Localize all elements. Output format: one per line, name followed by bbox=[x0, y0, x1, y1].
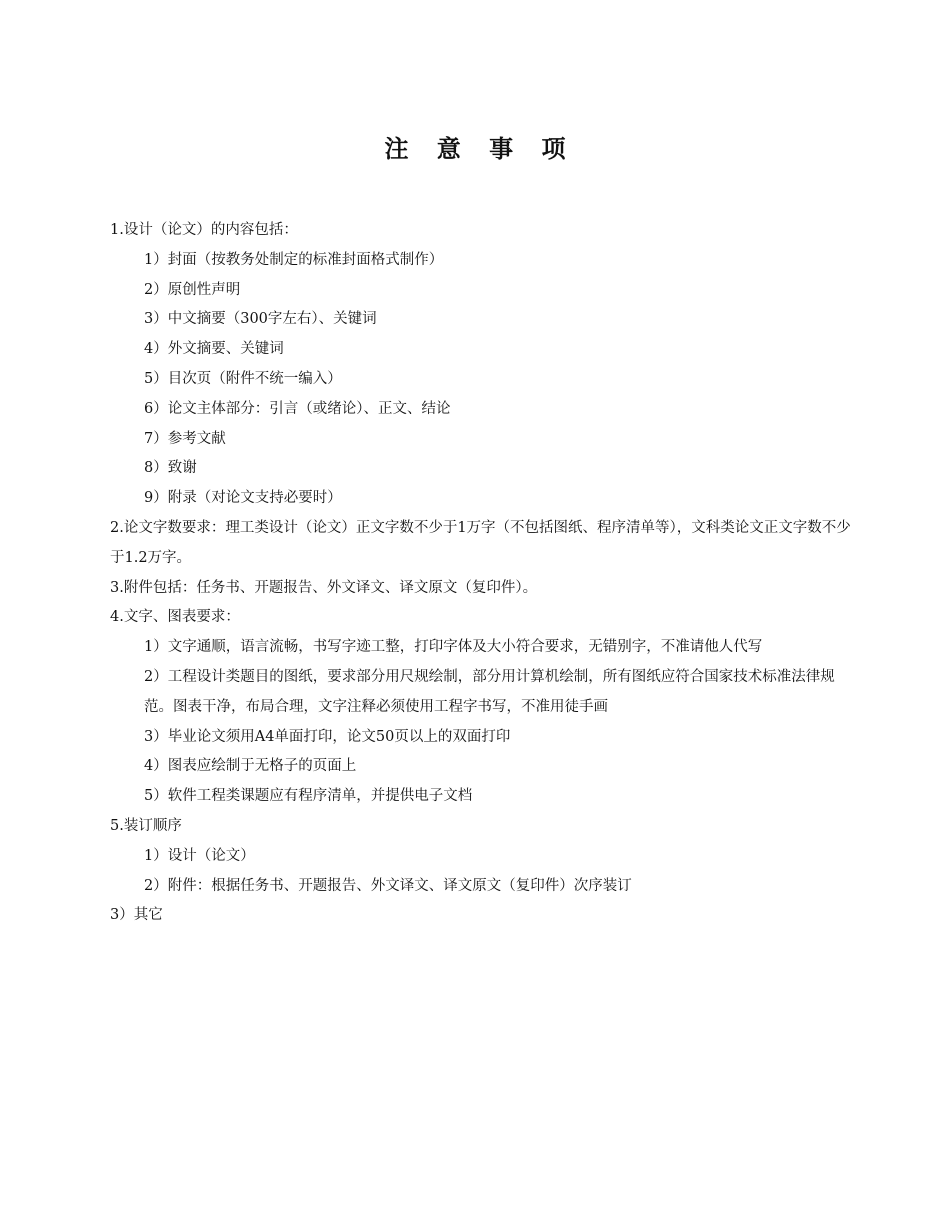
section-1-item-6: 6）论文主体部分：引言（或绪论）、正文、结论 bbox=[144, 400, 451, 417]
section-3-paragraph: 3.附件包括：任务书、开题报告、外文译文、译文原文（复印件）。 bbox=[110, 579, 538, 596]
section-1-item-2: 2）原创性声明 bbox=[144, 281, 241, 298]
section-4-heading: 4.文字、图表要求： bbox=[110, 609, 240, 626]
notice-body bbox=[110, 216, 856, 931]
section-1-item-9: 9）附录（对论文支持必要时） bbox=[144, 490, 342, 507]
section-2-paragraph: 2.论文字数要求：理工类设计（论文）正文字数不少于1万字（不包括图纸、程序清单等），文科类论文正文字数不少于1.2万字。 bbox=[110, 519, 851, 566]
section-1-item-3: 3）中文摘要（300字左右）、关键词 bbox=[144, 311, 377, 328]
section-4-item-5: 5）软件工程类课题应有程序清单，并提供电子文档 bbox=[144, 788, 473, 805]
section-4-item-4: 4）图表应绘制于无格子的页面上 bbox=[144, 758, 357, 775]
section-1-item-4: 4）外文摘要、关键词 bbox=[144, 341, 284, 358]
section-1-item-7: 7）参考文献 bbox=[144, 430, 226, 447]
section-4-item-2: 2）工程设计类题目的图纸，要求部分用尺规绘制，部分用计算机绘制，所有图纸应符合国家技术标准法律规范。图表干净，布局合理，文字注释必须使用工程字书写，不准用徒手画 bbox=[144, 668, 835, 715]
section-4-item-3: 3）毕业论文须用A4单面打印，论文50页以上的双面打印 bbox=[144, 728, 511, 745]
section-4-item-1: 1）文字通顺，语言流畅，书写字迹工整，打印字体及大小符合要求，无错别字，不准请他人代写 bbox=[144, 639, 763, 656]
section-1-item-5: 5）目次页（附件不统一编入） bbox=[144, 370, 342, 387]
section-5-item-3: 3）其它 bbox=[110, 907, 163, 924]
section-5-heading: 5.装订顺序 bbox=[110, 817, 182, 834]
section-5-item-2: 2）附件：根据任务书、开题报告、外文译文、译文原文（复印件）次序装订 bbox=[144, 877, 632, 894]
section-5-item-1: 1）设计（论文） bbox=[144, 847, 255, 864]
section-1-item-1: 1）封面（按教务处制定的标准封面格式制作） bbox=[144, 251, 444, 268]
section-1-item-8: 8）致谢 bbox=[144, 460, 197, 477]
section-1-heading: 1.设计（论文）的内容包括： bbox=[110, 222, 298, 238]
page-title: 注 意 事 项 bbox=[384, 135, 576, 163]
